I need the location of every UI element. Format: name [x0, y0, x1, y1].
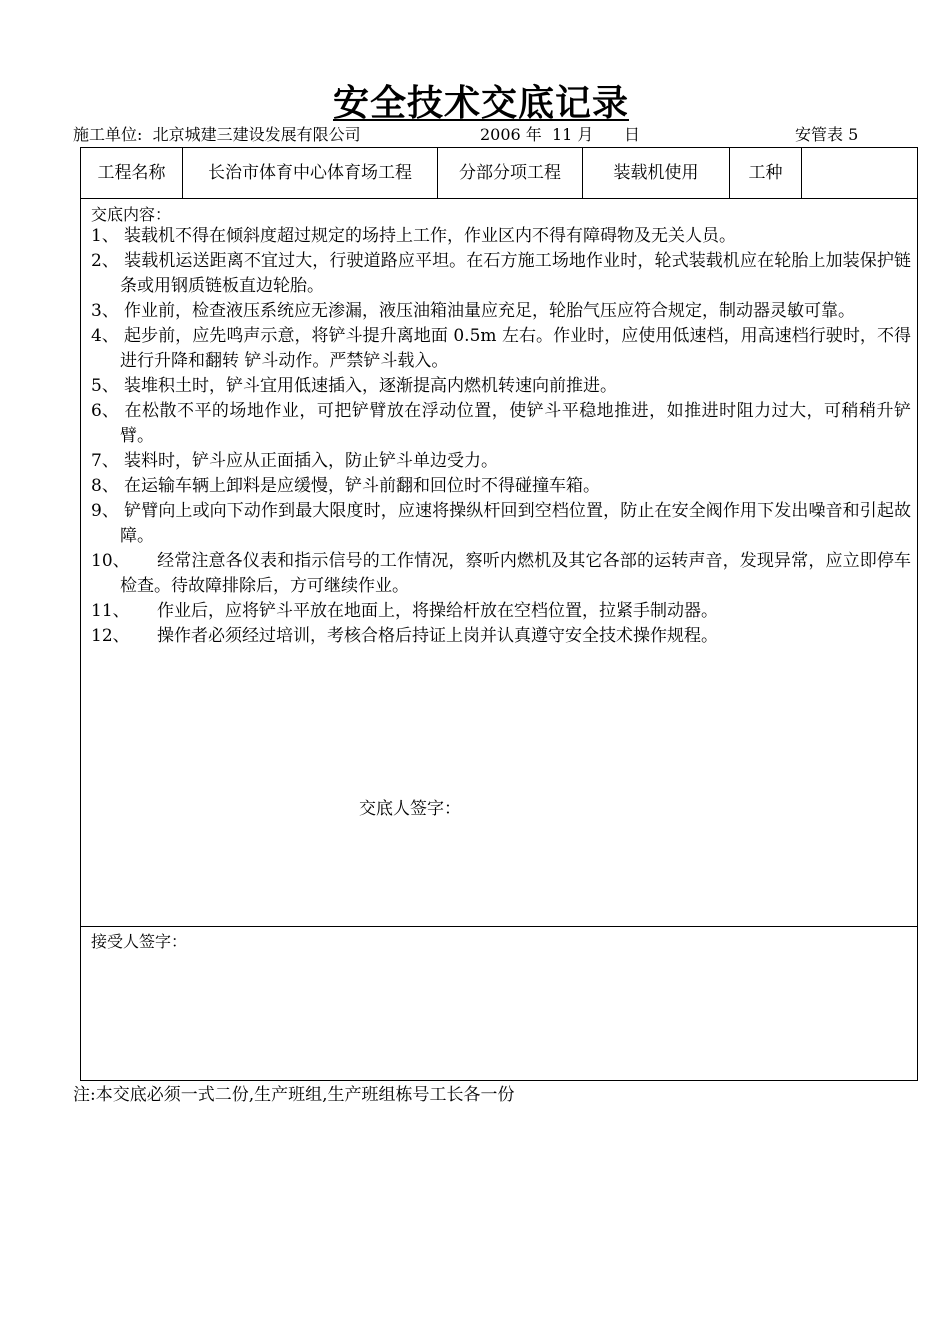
record-table [80, 147, 918, 1081]
item-number: 10、 [91, 551, 130, 571]
item-text: 装堆积土时，铲斗宜用低速插入，逐渐提高内燃机转速向前推进。 [124, 376, 617, 396]
disclosure-content [81, 199, 917, 927]
item-text: 装载机不得在倾斜度超过规定的场持上工作，作业区内不得有障碍物及无关人员。 [124, 226, 736, 246]
list-item [91, 449, 911, 474]
item-number: 7、 [91, 451, 119, 471]
form-number: 安管表 5 [795, 125, 859, 144]
footnote: 注:本交底必须一式二份,生产班组,生产班组栋号工长各一份 [73, 1085, 515, 1105]
item-text: 在运输车辆上卸料是应缓慢，铲斗前翻和回位时不得碰撞车箱。 [124, 476, 600, 496]
content-label: 交底内容： [91, 205, 172, 224]
item-text: 铲臂向上或向下动作到最大限度时，应速将操纵杆回到空档位置，防止在安全阀作用下发出噪音和引起故障。 [120, 501, 911, 546]
item-number: 8、 [91, 476, 119, 496]
item-number: 2、 [91, 251, 119, 271]
item-text: 起步前，应先鸣声示意，将铲斗提升离地面 0.5m 左右。作业时，应使用低速档，用高速档行驶时，不得进行升降和翻转 铲斗动作。严禁铲斗载入。 [120, 326, 911, 371]
receiver-signature-label: 接受人签字： [91, 932, 188, 951]
trade-label: 工种 [730, 148, 802, 198]
project-name-value: 长治市体育中心体育场工程 [183, 148, 438, 198]
item-number: 9、 [91, 501, 119, 521]
trade-value [802, 148, 917, 198]
item-number: 11、 [91, 601, 130, 621]
section-label: 分部分项工程 [438, 148, 583, 198]
item-number: 1、 [91, 226, 119, 246]
disclosure-list [91, 224, 911, 649]
discloser-signature-label: 交底人签字： [359, 799, 461, 819]
item-number: 4、 [91, 326, 119, 346]
item-number: 3、 [91, 301, 119, 321]
list-item [91, 249, 911, 299]
list-item [91, 224, 911, 249]
item-number: 6、 [91, 401, 119, 421]
item-number: 12、 [91, 626, 130, 646]
table-header-row [81, 148, 917, 199]
date-field: 2006 年 11 月 日 [480, 125, 640, 144]
list-item [91, 299, 911, 324]
item-text: 装料时，铲斗应从正面插入，防止铲斗单边受力。 [124, 451, 498, 471]
list-item [91, 499, 911, 549]
list-item [91, 374, 911, 399]
item-text: 作业后，应将铲斗平放在地面上，将操给杆放在空档位置，拉紧手制动器。 [157, 601, 718, 621]
item-number: 5、 [91, 376, 119, 396]
item-text: 作业前，检查液压系统应无渗漏，液压油箱油量应充足，轮胎气压应符合规定，制动器灵敏可靠。 [124, 301, 855, 321]
document-title: 安全技术交底记录 [332, 82, 629, 124]
item-text: 操作者必须经过培训，考核合格后持证上岗并认真遵守安全技术操作规程。 [157, 626, 718, 646]
section-value: 装载机使用 [583, 148, 730, 198]
item-text: 装载机运送距离不宜过大，行驶道路应平坦。在石方施工场地作业时，轮式装载机应在轮胎上加装保护链条或用钢质链板直边轮胎。 [120, 251, 911, 296]
list-item [91, 549, 911, 599]
list-item [91, 324, 911, 374]
project-name-label: 工程名称 [81, 148, 183, 198]
receiver-section [81, 927, 917, 1080]
item-text: 经常注意各仪表和指示信号的工作情况，察听内燃机及其它各部的运转声音，发现异常，应立即停车检查。待故障排除后，方可继续作业。 [120, 551, 911, 596]
construction-unit: 施工单位: 北京城建三建设发展有限公司 [73, 125, 361, 144]
list-item [91, 474, 911, 499]
list-item [91, 599, 911, 624]
list-item [91, 399, 911, 449]
item-text: 在松散不平的场地作业，可把铲臂放在浮动位置，使铲斗平稳地推进，如推进时阻力过大，可稍稍升铲臂。 [120, 401, 911, 446]
list-item [91, 624, 911, 649]
